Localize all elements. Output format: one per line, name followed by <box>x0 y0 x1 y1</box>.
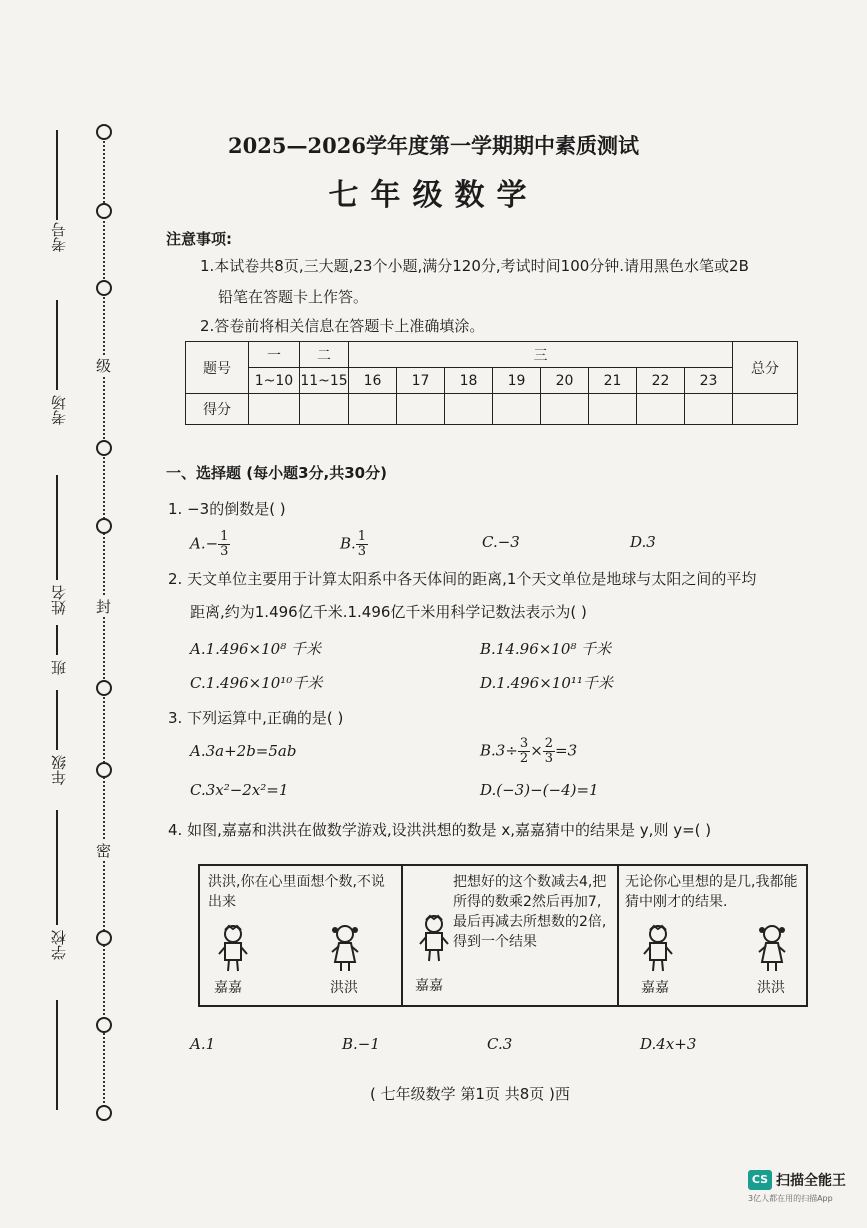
q3-option-c: C.3x²−2x²=1 <box>190 781 289 799</box>
binding-hole <box>96 680 112 696</box>
scanner-watermark <box>748 1170 846 1204</box>
group-header: 三 <box>349 342 733 368</box>
score-cell <box>249 394 300 425</box>
q4-option-b: B.−1 <box>342 1035 380 1053</box>
table-cell: 21 <box>589 368 637 394</box>
table-cell: 23 <box>685 368 733 394</box>
question-2-stem: 2. 天文单位主要用于计算太阳系中各天体间的距离,1个天文单位是地球与太阳之间的平均 <box>168 570 757 588</box>
fill-line <box>56 475 58 580</box>
question-2-stem: 距离,约为1.496亿千米.1.496亿千米用科学记数法表示为( ) <box>190 603 587 621</box>
q2-option-b: B.14.96×10⁸ 千米 <box>480 640 612 658</box>
q2-option-a: A.1.496×10⁸ 千米 <box>190 640 321 658</box>
score-cell <box>397 394 445 425</box>
score-table <box>185 341 798 425</box>
score-cell <box>589 394 637 425</box>
fill-line <box>56 300 58 390</box>
table-header-qnum: 题号 <box>186 342 249 394</box>
binding-hole <box>96 1105 112 1121</box>
q1-option-c: C.−3 <box>482 533 520 551</box>
binding-hole <box>96 930 112 946</box>
name-label: 嘉嘉 <box>214 980 242 996</box>
notes-heading: 注意事项: <box>166 230 232 248</box>
score-cell <box>493 394 541 425</box>
seal-char: 封 <box>96 598 112 616</box>
brand-tagline: 3亿人都在用的扫描App <box>748 1194 833 1203</box>
table-cell: 16 <box>349 368 397 394</box>
table-cell: 1~10 <box>249 368 300 394</box>
group-header: 二 <box>300 342 349 368</box>
q3-option-a: A.3a+2b=5ab <box>190 742 297 760</box>
q4-option-a: A.1 <box>190 1035 216 1053</box>
score-cell <box>733 394 798 425</box>
label-class: 班 <box>50 660 68 675</box>
label-exam-room: 考场 <box>50 395 68 425</box>
label-grade: 年级 <box>50 755 68 785</box>
q3-option-d: D.(−3)−(−4)=1 <box>480 781 599 799</box>
name-label: 嘉嘉 <box>415 978 443 994</box>
note-line: 2.答卷前将相关信息在答题卡上准确填涂。 <box>200 317 485 335</box>
table-cell: 11~15 <box>300 368 349 394</box>
group-header: 一 <box>249 342 300 368</box>
boy-figure-icon <box>641 924 675 974</box>
page-footer: ( 七年级数学 第1页 共8页 )西 <box>370 1085 570 1103</box>
subject-title: 七年级数学 <box>328 178 539 213</box>
q2-option-c: C.1.496×10¹⁰千米 <box>190 674 323 692</box>
seal-char: 密 <box>96 842 112 860</box>
fill-line <box>56 625 58 655</box>
seal-char: 级 <box>96 357 112 375</box>
comic-illustration <box>198 864 808 1007</box>
speech-text: 无论你心里想的是几,我都能猜中刚才的结果. <box>625 874 798 910</box>
label-exam-number: 考号 <box>50 222 68 252</box>
comic-panel-3 <box>619 866 806 1005</box>
brand-name: 扫描全能王 <box>776 1173 846 1189</box>
note-line: 铅笔在答题卡上作答。 <box>218 288 369 306</box>
name-label: 嘉嘉 <box>641 980 669 996</box>
question-1-stem: 1. −3的倒数是( ) <box>168 500 286 518</box>
girl-figure-icon <box>328 924 362 974</box>
score-cell <box>541 394 589 425</box>
table-cell: 20 <box>541 368 589 394</box>
fill-line <box>56 1000 58 1110</box>
speech-text: 把想好的这个数减去4,把所得的数乘2然后再加7,最后再减去所想数的2倍,得到一个结果 <box>453 874 607 950</box>
binding-hole <box>96 762 112 778</box>
score-cell <box>685 394 733 425</box>
binding-hole <box>96 280 112 296</box>
table-cell: 19 <box>493 368 541 394</box>
camscanner-logo-icon: CS <box>748 1170 772 1190</box>
section-title: 一、选择题 (每小题3分,共30分) <box>166 464 387 482</box>
score-cell <box>637 394 685 425</box>
comic-panel-2 <box>403 866 619 1005</box>
binding-hole <box>96 518 112 534</box>
label-school: 学校 <box>50 930 68 960</box>
question-4-stem: 4. 如图,嘉嘉和洪洪在做数学游戏,设洪洪想的数是 x,嘉嘉猜中的结果是 y,则 y=( ) <box>168 821 712 839</box>
fill-line <box>56 690 58 750</box>
table-cell: 17 <box>397 368 445 394</box>
exam-title: 2025—2026学年度第一学期期中素质测试 <box>228 133 639 158</box>
q4-option-d: D.4x+3 <box>640 1035 697 1053</box>
table-cell: 18 <box>445 368 493 394</box>
name-label: 洪洪 <box>757 980 785 996</box>
table-header-score: 得分 <box>186 394 249 425</box>
boy-figure-icon <box>417 914 451 964</box>
name-label: 洪洪 <box>330 980 358 996</box>
binding-hole <box>96 1017 112 1033</box>
label-name: 姓名 <box>50 585 68 615</box>
fill-line <box>56 810 58 925</box>
q1-option-d: D.3 <box>630 533 656 551</box>
table-cell: 22 <box>637 368 685 394</box>
table-header-total: 总分 <box>733 342 798 394</box>
score-cell <box>349 394 397 425</box>
speech-text: 洪洪,你在心里面想个数,不说出来 <box>208 874 385 910</box>
score-cell <box>300 394 349 425</box>
girl-figure-icon <box>755 924 789 974</box>
q2-option-d: D.1.496×10¹¹千米 <box>480 674 613 692</box>
q1-option-b: B. $\frac{1}{3}$ <box>340 529 367 559</box>
binding-hole <box>96 440 112 456</box>
comic-panel-1 <box>200 866 403 1005</box>
q1-option-a: A.− $\frac{1}{3}$ <box>190 529 229 559</box>
q4-option-c: C.3 <box>487 1035 513 1053</box>
score-cell <box>445 394 493 425</box>
question-3-stem: 3. 下列运算中,正确的是( ) <box>168 709 344 727</box>
boy-figure-icon <box>216 924 250 974</box>
note-line: 1.本试卷共8页,三大题,23个小题,满分120分,考试时间100分钟.请用黑色水笔或2B <box>200 257 749 275</box>
q3-option-b: B.3÷ $\frac{3}{2}$ × $\frac{2}{3}$ =3 <box>480 736 578 766</box>
